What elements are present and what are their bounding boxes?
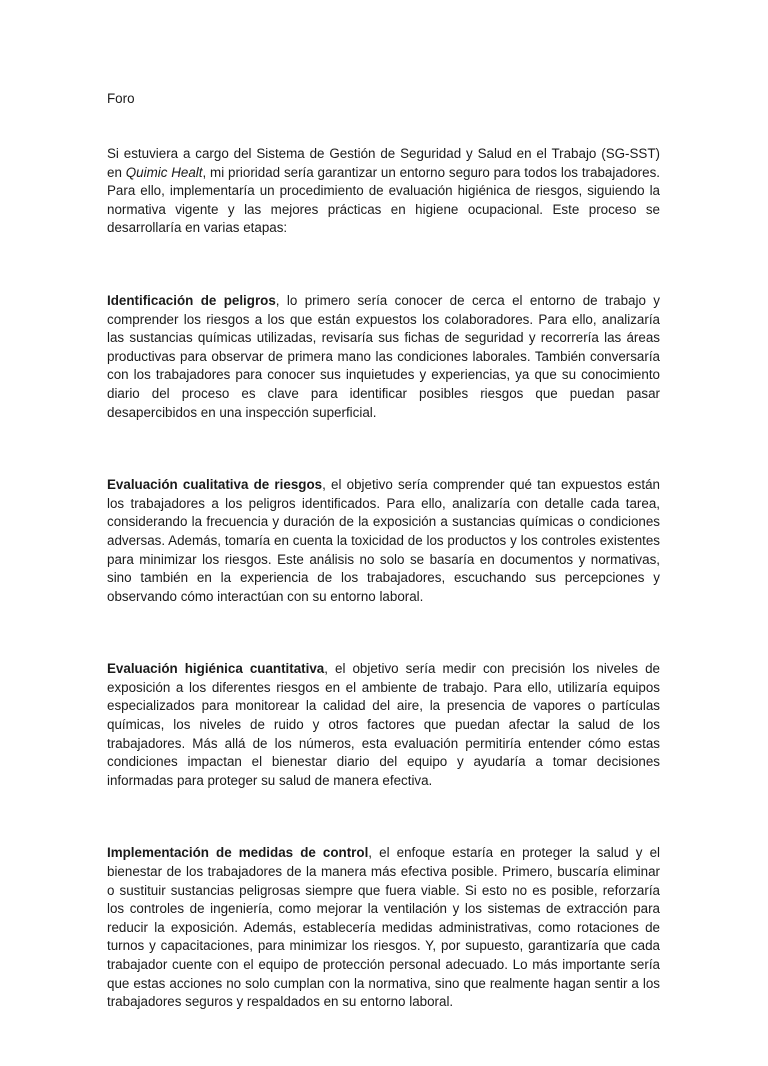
section-evaluacion-cualitativa [107,476,660,606]
company-name: Quimic Healt [125,164,203,180]
section-body: , el enfoque estaría en proteger la salud y el bienestar de los trabajadores de la manera más efectiva posible. Primero, buscaría eliminar o sustituir sustancias peligrosas siempre que fuera viable. Si esto no es posible, reforzaría los controles de ingeniería, como mejorar la ventilación y los sistemas de extracción para reducir la exposición. Además, establecería medidas administrativas, como rotaciones de turnos y capacitaciones, para minimizar los riesgos. Y, por supuesto, garantizaría que cada trabajador cuente con el equipo de protección personal adecuado. Lo más importante sería que estas acciones no solo cumplan con la normativa, sino que realmente hagan sentir a los trabajadores seguros y respaldados en su entorno laboral. [107,845,660,1010]
section-medidas-control [107,844,660,1011]
intro-text-end: , mi prioridad sería garantizar un entorno seguro para todos los trabajadores. Para ello, implementaría un procedimiento de evaluación higiénica de riesgos, siguiendo la normativa vigente y las mejores prácticas en higiene ocupacional. Este proceso se desarrollaría en varias etapas: [107,164,660,236]
section-heading: Evaluación higiénica cuantitativa [107,661,325,677]
document-page [107,89,660,1066]
section-body: , el objetivo sería medir con precisión los niveles de exposición a los diferentes riesgos en el ambiente de trabajo. Para ello, utilizaría equipos especializados para monitorear la calidad del aire, la presencia de vapores o partículas químicas, los niveles de ruido y otros factores que puedan afectar la salud de los trabajadores. Más allá de los números, esta evaluación permitiría entender cómo estas condiciones impactan el bienestar diario del equipo y ayudaría a tomar decisiones informadas para proteger su salud de manera efectiva. [107,661,660,788]
intro-text-start: Si estuviera a cargo del Sistema de Gestión de Seguridad y Salud en el Trabajo (SG-SST) en [107,146,660,180]
intro-paragraph [107,145,660,238]
section-body: , lo primero sería conocer de cerca el entorno de trabajo y comprender los riesgos a los que están expuestos los colaboradores. Para ello, analizaría las sustancias químicas utilizadas, revisaría sus fichas de seguridad y recorrería las áreas productivas para observar de primera mano las condiciones laborales. También conversaría con los trabajadores para conocer sus inquietudes y experiencias, ya que su conocimiento diario del proceso es clave para identificar posibles riesgos que puedan pasar desapercibidos en una inspección superficial. [107,292,660,420]
document-title: Foro [107,91,135,106]
section-heading: Evaluación cualitativa de riesgos [107,477,323,493]
section-identificacion-peligros [107,292,660,422]
section-heading: Implementación de medidas de control [107,845,369,861]
section-heading: Identificación de peligros [107,292,276,308]
section-evaluacion-cuantitativa [107,660,660,790]
section-body: , el objetivo sería comprender qué tan expuestos están los trabajadores a los peligros identificados. Para ello, analizaría con detalle cada tarea, considerando la frecuencia y duración de la exposición a sustancias químicas o condiciones adversas. Además, tomaría en cuenta la toxicidad de los productos y los controles existentes para minimizar los riesgos. Este análisis no solo se basaría en documentos y normativas, sino también en la experiencia de los trabajadores, escuchando sus percepciones y observando cómo interactúan con su entorno laboral. [107,477,660,604]
